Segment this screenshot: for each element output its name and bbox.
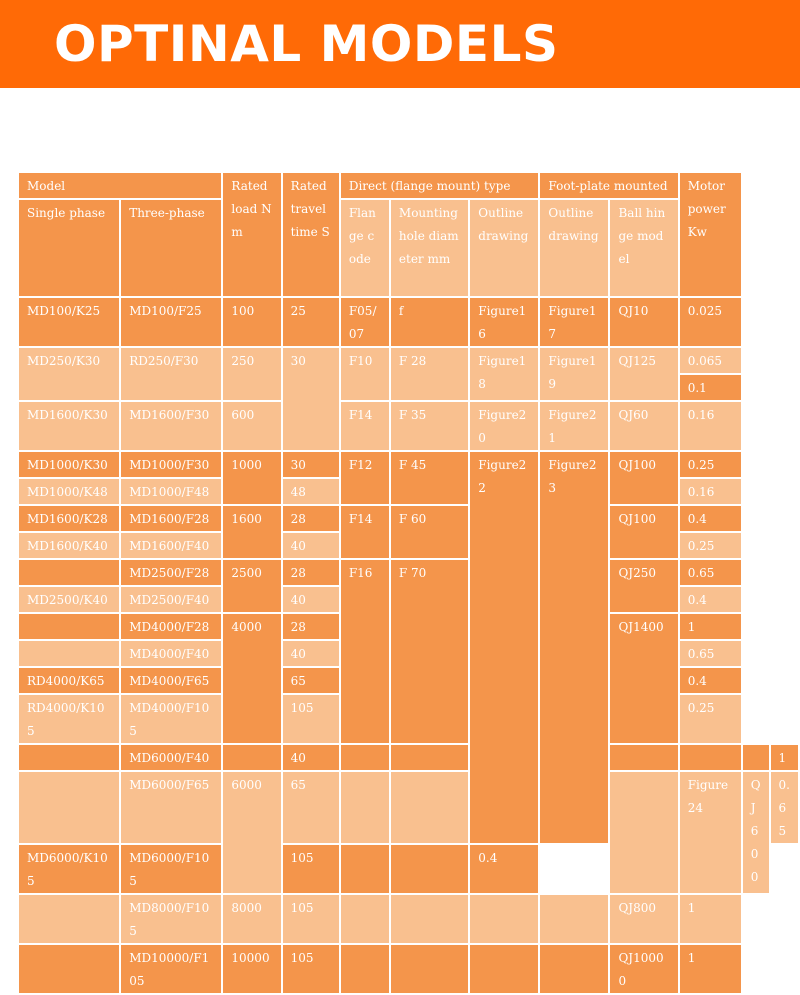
cell-travel-time: 65 — [282, 771, 340, 844]
cell-outline-foot: Figure17 — [539, 297, 609, 347]
cell-three-phase: MD1600/F40 — [120, 532, 222, 559]
cell-motor-power: 0.65 — [679, 559, 742, 586]
cell-single-phase — [18, 640, 120, 667]
cell-single-phase — [18, 559, 120, 586]
cell-travel-time: 40 — [282, 640, 340, 667]
cell-motor-power: 0.4 — [469, 844, 539, 894]
cell-motor-power: 0.65 — [770, 771, 799, 844]
header-mounting-hole-diameter: Mounting hole diameter mm — [390, 199, 469, 297]
cell-travel-time: 25 — [282, 297, 340, 347]
cell-motor-power: 0.1 — [679, 374, 742, 401]
cell-mounting-hole — [390, 844, 469, 894]
title-banner — [0, 0, 800, 88]
cell-flange-code: F12 — [340, 451, 390, 505]
cell-ball-hinge: QJ10 — [609, 297, 678, 347]
cell-motor-power: 0.025 — [679, 297, 742, 347]
cell-single-phase: MD1000/K48 — [18, 478, 120, 505]
cell-three-phase: MD4000/F65 — [120, 667, 222, 694]
cell-rated-load: 8000 — [222, 894, 281, 944]
cell-rated-load: 1000 — [222, 451, 281, 505]
cell-three-phase: MD1600/F30 — [120, 401, 222, 451]
cell-motor-power: 0.4 — [679, 505, 742, 532]
cell-outline-foot — [539, 944, 609, 994]
cell-motor-power: 1 — [679, 894, 742, 944]
cell-outline-foot — [539, 894, 609, 944]
cell-motor-power: 0.4 — [679, 586, 742, 613]
cell-mounting-hole: F 70 — [390, 559, 469, 744]
cell-single-phase — [18, 744, 120, 771]
cell-flange-code: F10 — [340, 347, 390, 401]
cell-travel-time: 65 — [282, 667, 340, 694]
cell-mounting-hole — [390, 771, 469, 844]
header-outline-drawing-direct: Outline drawing — [469, 199, 539, 297]
cell-single-phase — [18, 613, 120, 640]
cell-outline-foot — [679, 744, 742, 771]
cell-motor-power: 0.16 — [679, 478, 742, 505]
cell-ball-hinge: QJ100 — [609, 505, 678, 559]
cell-travel-time: 28 — [282, 559, 340, 586]
cell-flange-code — [340, 844, 390, 894]
cell-motor-power: 1 — [770, 744, 799, 771]
cell-motor-power: 0.25 — [679, 451, 742, 478]
header-rated-load: Rated load Nm — [222, 172, 281, 297]
cell-three-phase: MD10000/F105 — [120, 944, 222, 994]
cell-three-phase: MD6000/F105 — [120, 844, 222, 894]
cell-travel-time: 40 — [282, 586, 340, 613]
cell-three-phase: MD4000/F105 — [120, 694, 222, 744]
cell-single-phase — [18, 771, 120, 844]
cell-travel-time: 30 — [282, 451, 340, 478]
cell-mounting-hole: F 35 — [390, 401, 469, 451]
cell-motor-power: 0.25 — [679, 694, 742, 744]
cell-outline-foot: Figure21 — [539, 401, 609, 451]
cell-single-phase: MD2500/K40 — [18, 586, 120, 613]
cell-travel-time: 28 — [282, 505, 340, 532]
cell-single-phase: RD4000/K105 — [18, 694, 120, 744]
cell-outline-direct — [469, 944, 539, 994]
cell-three-phase: MD6000/F40 — [120, 744, 222, 771]
cell-single-phase: MD1600/K28 — [18, 505, 120, 532]
header-flange-code: Flange code — [340, 199, 390, 297]
cell-single-phase — [18, 894, 120, 944]
cell-motor-power: 0.4 — [679, 667, 742, 694]
cell-motor-power: 1 — [679, 613, 742, 640]
models-table — [17, 171, 800, 995]
cell-rated-load: 1600 — [222, 505, 281, 559]
cell-three-phase: MD4000/F40 — [120, 640, 222, 667]
cell-travel-time: 40 — [282, 532, 340, 559]
cell-travel-time: 30 — [282, 347, 340, 451]
cell-single-phase — [18, 944, 120, 994]
cell-travel-time: 105 — [282, 894, 340, 944]
cell-ball-hinge: QJ1400 — [609, 613, 678, 744]
cell-outline-direct — [469, 894, 539, 944]
cell-mounting-hole: F 28 — [390, 347, 469, 401]
cell-three-phase: RD250/F30 — [120, 347, 222, 401]
cell-single-phase: MD1000/K30 — [18, 451, 120, 478]
cell-flange-code: F14 — [340, 505, 390, 559]
cell-ball-hinge: QJ100 — [609, 451, 678, 505]
cell-three-phase: MD6000/F65 — [120, 771, 222, 844]
cell-single-phase: MD1600/K30 — [18, 401, 120, 451]
cell-rated-load: 6000 — [222, 771, 281, 894]
cell-rated-load: 250 — [222, 347, 281, 401]
cell-outline-direct: Figure18 — [469, 347, 539, 401]
header-rated-travel-time: Rated travel time S — [282, 172, 340, 297]
cell-motor-power: 0.65 — [679, 640, 742, 667]
cell-rated-load: 100 — [222, 297, 281, 347]
cell-mounting-hole — [390, 744, 469, 771]
header-outline-drawing-foot: Outline drawing — [539, 199, 609, 297]
header-model: Model — [18, 172, 222, 199]
cell-flange-code — [340, 944, 390, 994]
cell-travel-time: 48 — [282, 478, 340, 505]
cell-three-phase: MD1600/F28 — [120, 505, 222, 532]
header-direct-type: Direct (flange mount) type — [340, 172, 540, 199]
cell-outline-foot: Figure19 — [539, 347, 609, 401]
cell-flange-code — [340, 894, 390, 944]
page-title: OPTINAL MODELS — [54, 15, 559, 73]
cell-flange-code: F14 — [340, 401, 390, 451]
cell-travel-time: 105 — [282, 694, 340, 744]
cell-outline-foot: Figure24 — [679, 771, 742, 894]
cell-outline-foot: Figure23 — [539, 451, 609, 844]
header-ball-hinge-model: Ball hinge model — [609, 199, 678, 297]
cell-ball-hinge — [742, 744, 770, 771]
cell-three-phase: MD2500/F40 — [120, 586, 222, 613]
cell-ball-hinge: QJ125 — [609, 347, 678, 401]
cell-outline-direct: Figure20 — [469, 401, 539, 451]
cell-three-phase: MD1000/F30 — [120, 451, 222, 478]
cell-motor-power: 0.065 — [679, 347, 742, 374]
cell-travel-time: 28 — [282, 613, 340, 640]
cell-three-phase: MD4000/F28 — [120, 613, 222, 640]
cell-rated-load: 10000 — [222, 944, 281, 994]
cell-travel-time: 105 — [282, 844, 340, 894]
header-three-phase: Three-phase — [120, 199, 222, 297]
cell-rated-load: 2500 — [222, 559, 281, 613]
cell-mounting-hole: F 45 — [390, 451, 469, 505]
cell-single-phase: MD1600/K40 — [18, 532, 120, 559]
cell-rated-load: 4000 — [222, 613, 281, 744]
cell-travel-time: 40 — [282, 744, 340, 771]
cell-ball-hinge: QJ10000 — [609, 944, 678, 994]
cell-single-phase: MD100/K25 — [18, 297, 120, 347]
header-motor-power: Motor power Kw — [679, 172, 742, 297]
cell-motor-power: 1 — [679, 944, 742, 994]
cell-travel-time: 105 — [282, 944, 340, 994]
header-single-phase: Single phase — [18, 199, 120, 297]
cell-single-phase: RD4000/K65 — [18, 667, 120, 694]
cell-ball-hinge: QJ60 — [609, 401, 678, 451]
cell-outline-direct — [609, 744, 678, 771]
cell-flange-code: F05/07 — [340, 297, 390, 347]
cell-mounting-hole: F 60 — [390, 505, 469, 559]
cell-three-phase: MD2500/F28 — [120, 559, 222, 586]
cell-mounting-hole: f — [390, 297, 469, 347]
cell-three-phase: MD1000/F48 — [120, 478, 222, 505]
cell-three-phase: MD8000/F105 — [120, 894, 222, 944]
cell-single-phase: MD6000/K105 — [18, 844, 120, 894]
cell-ball-hinge: QJ250 — [609, 559, 678, 613]
cell-flange-code — [340, 744, 390, 771]
cell-outline-direct — [609, 771, 678, 894]
cell-flange-code: F16 — [340, 559, 390, 744]
cell-motor-power: 0.16 — [679, 401, 742, 451]
cell-motor-power: 0.25 — [679, 532, 742, 559]
cell-rated-load: 600 — [222, 401, 281, 451]
cell-three-phase: MD100/F25 — [120, 297, 222, 347]
header-foot-plate: Foot-plate mounted — [539, 172, 678, 199]
cell-mounting-hole — [390, 894, 469, 944]
cell-ball-hinge: QJ800 — [609, 894, 678, 944]
cell-mounting-hole — [390, 944, 469, 994]
cell-flange-code — [340, 771, 390, 844]
cell-rated-load — [222, 744, 281, 771]
cell-ball-hinge: QJ600 — [742, 771, 770, 894]
cell-outline-direct: Figure22 — [469, 451, 539, 844]
cell-single-phase: MD250/K30 — [18, 347, 120, 401]
cell-outline-direct: Figure16 — [469, 297, 539, 347]
